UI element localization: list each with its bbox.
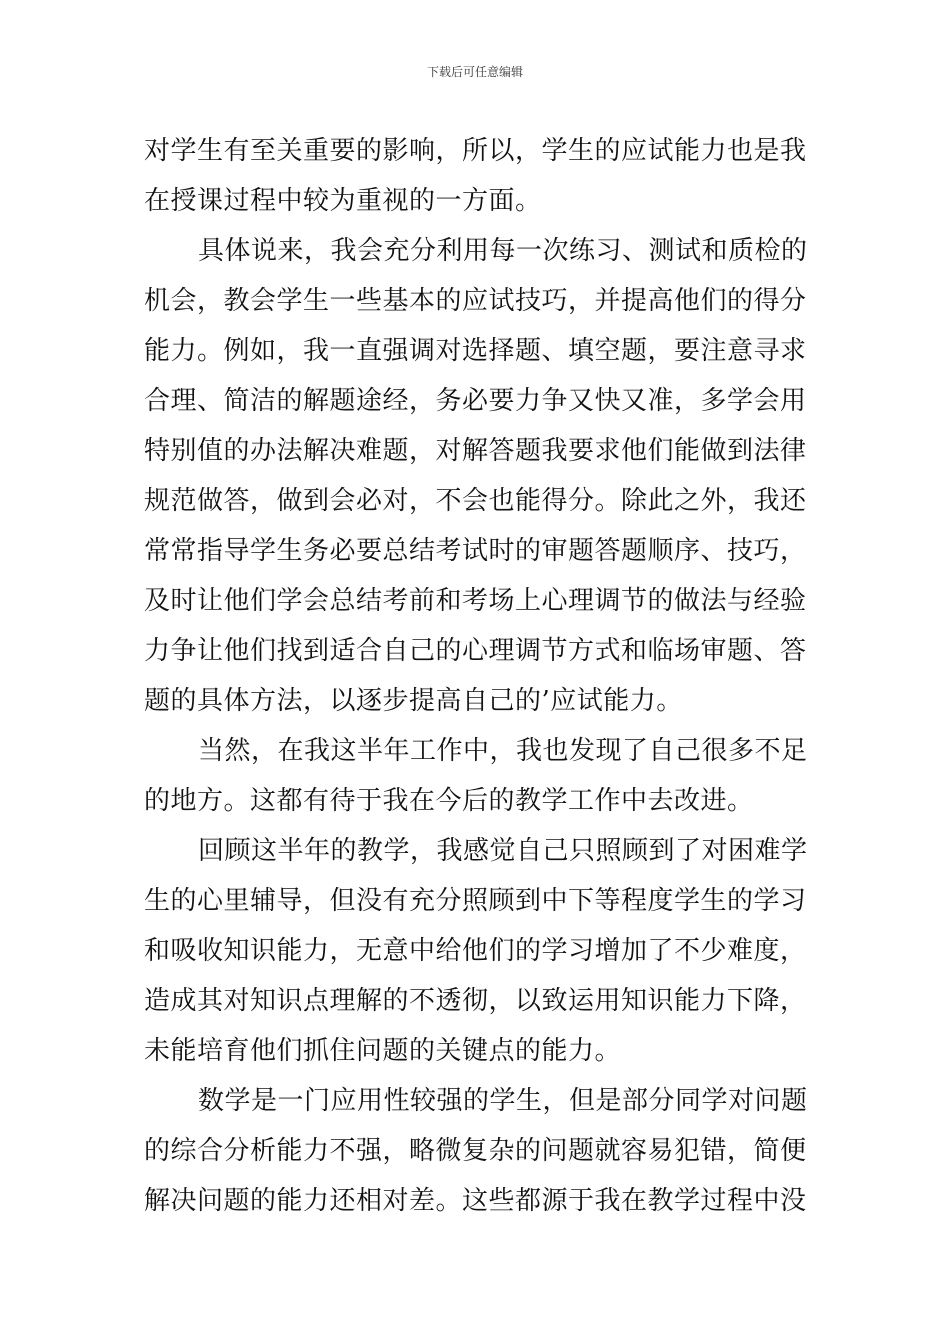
text-line: 的综合分析能力不强，略微复杂的问题就容易犯错，简便	[144, 1136, 807, 1166]
text-line: 机会，教会学生一些基本的应试技巧，并提高他们的得分	[144, 286, 807, 316]
paragraph-first-line: 回顾这半年的教学，我感觉自己只照顾到了对困难学	[198, 836, 808, 866]
text-line: 在授课过程中较为重视的一方面。	[144, 186, 542, 216]
body-text	[144, 126, 808, 1226]
text-line: 题的具体方法，以逐步提高自己的’应试能力。	[144, 686, 683, 716]
text-line: 的地方。这都有待于我在今后的教学工作中去改进。	[144, 786, 754, 816]
text-line: 常常指导学生务必要总结考试时的审题答题顺序、技巧，	[144, 536, 807, 566]
text-line: 合理、简洁的解题途经，务必要力争又快又准，多学会用	[144, 386, 807, 416]
text-line: 特别值的办法解决难题，对解答题我要求他们能做到法律	[144, 436, 807, 466]
text-line: 未能培育他们抓住问题的关键点的能力。	[144, 1036, 622, 1066]
text-line: 解决问题的能力还相对差。这些都源于我在教学过程中没	[144, 1186, 807, 1216]
page-header: 下载后可任意编辑	[426, 65, 523, 79]
text-line: 及时让他们学会总结考前和考场上心理调节的做法与经验	[144, 586, 807, 616]
paragraph-first-line: 具体说来，我会充分利用每一次练习、测试和质检的	[198, 236, 808, 266]
text-line: 对学生有至关重要的影响，所以，学生的应试能力也是我	[144, 136, 807, 166]
text-line: 规范做答，做到会必对，不会也能得分。除此之外，我还	[144, 486, 807, 516]
paragraph-first-line: 当然，在我这半年工作中，我也发现了自己很多不足	[198, 736, 808, 766]
text-line: 能力。例如，我一直强调对选择题、填空题，要注意寻求	[144, 336, 807, 366]
paragraph-first-line: 数学是一门应用性较强的学生，但是部分同学对问题	[198, 1086, 808, 1116]
text-line: 造成其对知识点理解的不透彻，以致运用知识能力下降，	[144, 986, 807, 1016]
text-line: 和吸收知识能力，无意中给他们的学习增加了不少难度，	[144, 936, 807, 966]
text-line: 生的心里辅导，但没有充分照顾到中下等程度学生的学习	[144, 886, 807, 916]
text-line: 力争让他们找到适合自己的心理调节方式和临场审题、答	[144, 636, 807, 666]
